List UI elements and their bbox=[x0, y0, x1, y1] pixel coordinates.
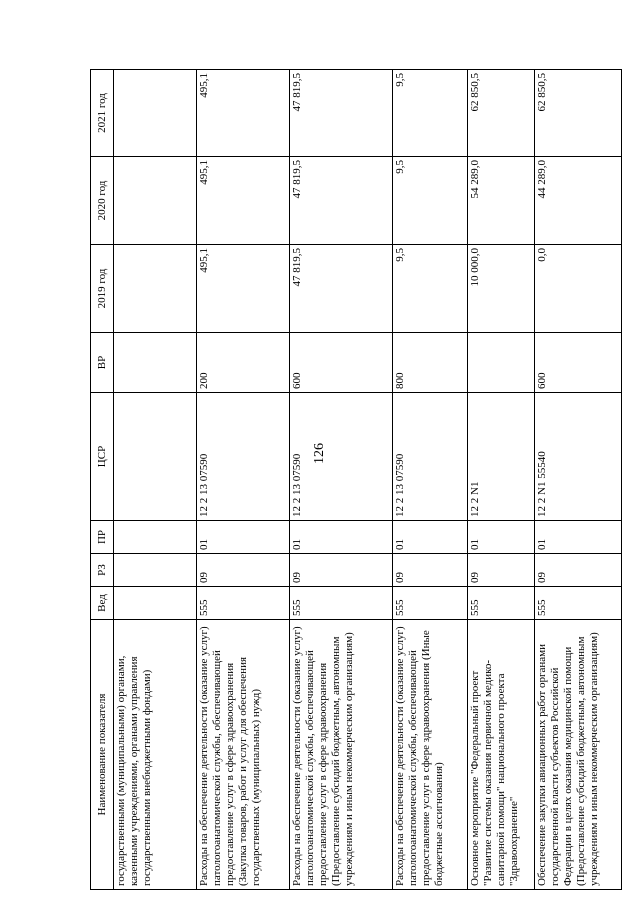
row-2019: 10 000,0 bbox=[468, 245, 535, 333]
row-vr bbox=[468, 333, 535, 393]
row-ved: 555 bbox=[197, 587, 290, 620]
row-rz: 09 bbox=[535, 554, 622, 587]
row-name: Расходы на обеспечение деятельности (оказание услуг) патологоанатомической службы, обеспечивающей предоставление услуг в сфере здравоохранения (Закупка товаров, работ и услуг для обеспечения государственных (муниципальных) нужд) bbox=[197, 620, 290, 890]
page-number: 126 bbox=[312, 443, 327, 464]
row-csr: 12 2 13 07590 bbox=[393, 393, 468, 521]
row-2021: 62 850,5 bbox=[535, 70, 622, 157]
row-pr: 01 bbox=[393, 521, 468, 554]
row-2019: 47 819,5 bbox=[290, 245, 393, 333]
header-ved: Вед bbox=[91, 587, 114, 620]
header-rz: РЗ bbox=[91, 554, 114, 587]
row-csr bbox=[114, 393, 197, 521]
table-row bbox=[468, 70, 535, 890]
row-2019: 9,5 bbox=[393, 245, 468, 333]
row-name: Основное мероприятие "Федеральный проект "Развитие системы оказания первичной медико-санитарной помощи" национального проекта "Здравоохранение" bbox=[468, 620, 535, 890]
row-rz bbox=[114, 554, 197, 587]
row-2021 bbox=[114, 70, 197, 157]
header-2019: 2019 год bbox=[91, 245, 114, 333]
header-pr: ПР bbox=[91, 521, 114, 554]
row-2021: 495,1 bbox=[197, 70, 290, 157]
row-ved: 555 bbox=[290, 587, 393, 620]
table-row bbox=[114, 70, 197, 890]
header-2021: 2021 год bbox=[91, 70, 114, 157]
row-vr: 600 bbox=[290, 333, 393, 393]
budget-table-wrapper bbox=[90, 70, 610, 890]
table-row bbox=[535, 70, 622, 890]
row-2021: 47 819,5 bbox=[290, 70, 393, 157]
budget-table bbox=[90, 69, 622, 890]
table-row bbox=[197, 70, 290, 890]
row-name: государственными (муниципальными) органами, казенными учреждениями, органами управления государственными внебюджетными фондами) bbox=[114, 620, 197, 890]
header-2020: 2020 год bbox=[91, 157, 114, 245]
row-csr: 12 2 13 07590 bbox=[290, 393, 393, 521]
row-rz: 09 bbox=[393, 554, 468, 587]
row-ved: 555 bbox=[468, 587, 535, 620]
row-csr: 12 2 N1 bbox=[468, 393, 535, 521]
row-2021: 9,5 bbox=[393, 70, 468, 157]
row-2021: 62 850,5 bbox=[468, 70, 535, 157]
row-2019 bbox=[114, 245, 197, 333]
row-csr: 12 2 N1 55540 bbox=[535, 393, 622, 521]
row-pr: 01 bbox=[290, 521, 393, 554]
row-2020: 9,5 bbox=[393, 157, 468, 245]
row-ved: 555 bbox=[535, 587, 622, 620]
row-pr: 01 bbox=[197, 521, 290, 554]
row-vr bbox=[114, 333, 197, 393]
row-vr: 600 bbox=[535, 333, 622, 393]
row-name: Расходы на обеспечение деятельности (оказание услуг) патологоанатомической службы, обеспечивающей предоставление услуг в сфере здравоохранения (Иные бюджетные ассигнования) bbox=[393, 620, 468, 890]
row-2019: 0,0 bbox=[535, 245, 622, 333]
row-pr bbox=[114, 521, 197, 554]
header-name: Наименование показателя bbox=[91, 620, 114, 890]
row-name: Обеспечение закупки авиационных работ органами государственной власти субъектов Российской Федерации в целях оказания медицинской помощи (Предоставление субсидий бюджетным, автономным учреждениям и иным некоммерческим организациям) bbox=[535, 620, 622, 890]
row-2020 bbox=[114, 157, 197, 245]
row-rz: 09 bbox=[468, 554, 535, 587]
row-2019: 495,1 bbox=[197, 245, 290, 333]
row-2020: 54 289,0 bbox=[468, 157, 535, 245]
header-csr: ЦСР bbox=[91, 393, 114, 521]
row-ved: 555 bbox=[393, 587, 468, 620]
row-pr: 01 bbox=[468, 521, 535, 554]
row-csr: 12 2 13 07590 bbox=[197, 393, 290, 521]
row-ved bbox=[114, 587, 197, 620]
row-2020: 44 289,0 bbox=[535, 157, 622, 245]
table-header-row bbox=[91, 70, 114, 890]
row-vr: 200 bbox=[197, 333, 290, 393]
header-vr: ВР bbox=[91, 333, 114, 393]
table-row bbox=[393, 70, 468, 890]
row-pr: 01 bbox=[535, 521, 622, 554]
row-name: Расходы на обеспечение деятельности (оказание услуг) патологоанатомической службы, обеспечивающей предоставление услуг в сфере здравоохранения (Предоставление субсидий бюджетным, автономным учреждениям и иным некоммерческим организациям) bbox=[290, 620, 393, 890]
row-2020: 495,1 bbox=[197, 157, 290, 245]
row-rz: 09 bbox=[290, 554, 393, 587]
table-row bbox=[290, 70, 393, 890]
row-vr: 800 bbox=[393, 333, 468, 393]
row-rz: 09 bbox=[197, 554, 290, 587]
row-2020: 47 819,5 bbox=[290, 157, 393, 245]
rotated-table-container bbox=[90, 70, 610, 890]
